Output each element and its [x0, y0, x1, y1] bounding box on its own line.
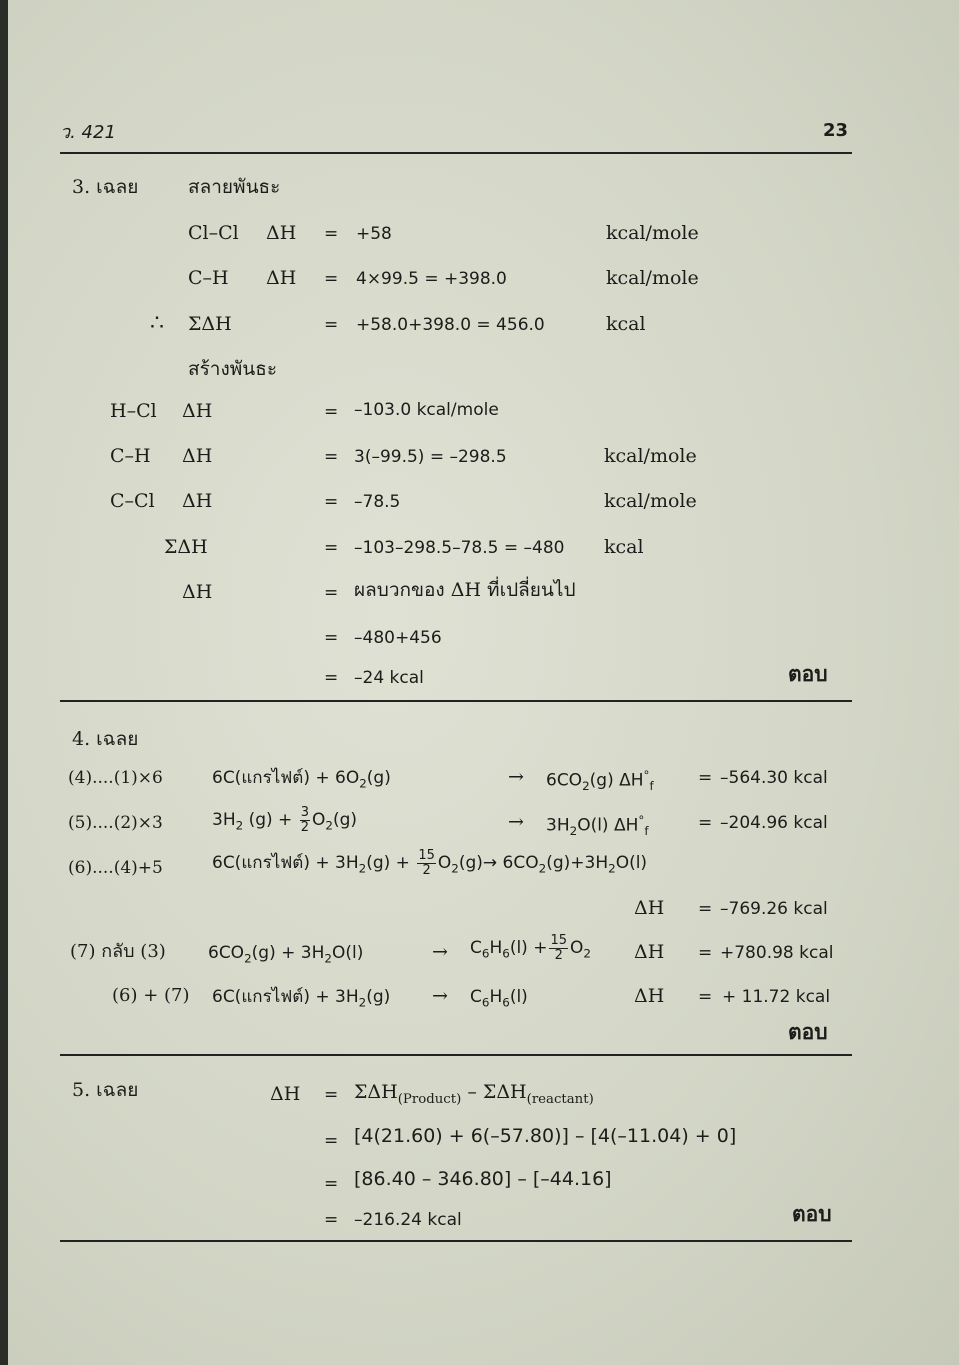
- q5-l1-dh: ΔH: [270, 1083, 301, 1105]
- q4-l3-lhs1: 6C(แกรไฟต์) + 3H: [212, 853, 359, 874]
- q4-l1-rhs: $6CO_2(g)$ $\Delta H^\circ_f$: [546, 768, 654, 794]
- header-course-code: ว. 421: [60, 122, 116, 143]
- q3-r2-val: 4×99.5 = +398.0: [356, 269, 507, 289]
- q4-l3-lhs3: O: [437, 853, 452, 874]
- q3-r5-val: 3(–99.5) = –298.5: [354, 447, 507, 467]
- q4-l2-lhs3: O: [312, 810, 326, 831]
- q3-answer: ตอบ: [788, 662, 828, 686]
- q4-l1-tag: (4)....(1)×6: [68, 768, 163, 788]
- q4-l4-eq: =: [698, 943, 713, 963]
- q5-l1-bsub: (reactant): [526, 1091, 594, 1107]
- q4-l3-rhs1: 6CO: [502, 853, 539, 874]
- q3-r3-sum: ΣΔH: [188, 313, 232, 335]
- q4-l4-tag: (7) กลับ (3): [70, 941, 166, 962]
- q4-l2-lhs4: (g): [332, 810, 358, 831]
- q4-l4-frac: [549, 934, 568, 962]
- q3-r3-unit: kcal: [606, 313, 646, 335]
- q3-r5-dh: ΔH: [182, 445, 213, 467]
- q5-l4-val: –216.24 kcal: [354, 1210, 462, 1230]
- q3-rule: [60, 700, 852, 702]
- q3-r1-val: +58: [356, 224, 392, 244]
- q3-r6-dh: ΔH: [182, 490, 213, 512]
- q5-l3-eq: =: [324, 1174, 339, 1194]
- q3-break-title: สลายพันธะ: [188, 176, 281, 198]
- q4-l3-frac: [417, 849, 436, 877]
- q4-l5-eq: =: [698, 987, 713, 1007]
- q4-l3b-dh: ΔH: [634, 897, 665, 919]
- q3-r5-unit: kcal/mole: [604, 445, 697, 467]
- q4-l4-lhs2: (g) + 3H: [251, 943, 325, 963]
- q4-l4-dh: ΔH: [634, 941, 665, 963]
- q3-r10-eq: =: [324, 668, 339, 688]
- q4-l4-frac-num: 15: [550, 933, 568, 948]
- q3-r5-eq: =: [324, 447, 339, 467]
- q4-l5-dh: ΔH: [634, 985, 665, 1007]
- q3-r1-dh: ΔH: [266, 222, 297, 244]
- q3-r6-unit: kcal/mole: [604, 490, 697, 512]
- q4-l2-eq: =: [698, 813, 713, 833]
- q4-l2-frac: [300, 806, 310, 834]
- page: [8, 0, 959, 1365]
- q4-l4-rhs1: C: [470, 938, 482, 959]
- q4-l4-frac-den: 2: [554, 947, 563, 963]
- q4-l4-lhs: $6CO_2(g) + 3H_2O(l)$: [208, 943, 364, 966]
- q4-l2-frac-num: 3: [300, 805, 309, 820]
- q3-r2-unit: kcal/mole: [606, 267, 699, 289]
- q4-l2-rhs2: O(l) ΔH: [577, 815, 639, 836]
- q4-l3-lhs4: (g): [458, 853, 483, 874]
- q3-r2-dh: ΔH: [266, 267, 297, 289]
- q3-r4-bond: H–Cl: [110, 400, 157, 422]
- q4-l2-tag: (5)....(2)×3: [68, 813, 163, 833]
- q4-l5-rhs1: C: [470, 987, 482, 1007]
- q4-l1-lhs: 6C(แกรไฟต์) + $6O_2(g)$: [212, 768, 391, 791]
- q3-r4-val: –103.0 kcal/mole: [354, 400, 499, 420]
- q3-r8-dh: ΔH: [182, 581, 213, 603]
- q4-l2-val: –204.96 kcal: [720, 813, 828, 833]
- q4-answer: ตอบ: [788, 1020, 828, 1044]
- q4-l5-arrow: →: [432, 985, 448, 1007]
- q3-r6-val: –78.5: [354, 492, 401, 512]
- q3-r4-eq: =: [324, 402, 339, 422]
- q3-r7-sum: ΣΔH: [164, 536, 208, 558]
- q4-l5-lhs2: (g): [366, 987, 391, 1007]
- q5-l2-val: [4(21.60) + 6(–57.80)] – [4(–11.04) + 0]: [354, 1125, 737, 1147]
- q4-l4-rhs2: H: [489, 938, 503, 959]
- q5-l1-asub: (Product): [397, 1091, 462, 1107]
- q4-l3b-val: –769.26 kcal: [720, 899, 828, 919]
- q4-l2-frac-den: 2: [300, 819, 309, 835]
- q4-l2-lhs1: 3H: [212, 810, 236, 831]
- q5-l1-a: ΣΔH: [354, 1081, 398, 1103]
- q4-l3-lhs: 6C(แกรไฟต์) + $3H_2(g)$ + $\frac{15}{2}$ $O_2(g)\to 6CO_2(g)+3H_2O(l)$: [212, 848, 648, 878]
- q4-l3b-eq: =: [698, 899, 713, 919]
- q4-l4-rhs: $C_6H_6(l)$ + $\frac{15}{2}$ $O_2$: [470, 933, 591, 963]
- q5-rule: [60, 1240, 852, 1242]
- q5-l1-eq: =: [324, 1085, 339, 1105]
- q3-r9-val: –480+456: [354, 628, 442, 648]
- q4-l1-lhs2: (g): [366, 768, 391, 788]
- q4-l2-rhs1: 3H: [546, 815, 570, 836]
- header-rule: [60, 152, 852, 154]
- q4-l4-rhs3: (l) +: [509, 938, 548, 959]
- q3-r7-eq: =: [324, 538, 339, 558]
- q3-r8-val: ผลบวกของ ΔH ที่เปลี่ยนไป: [354, 579, 576, 601]
- q3-r2-eq: =: [324, 269, 339, 289]
- q5-l1-expr: [354, 1083, 594, 1106]
- page-number: 23: [823, 120, 849, 141]
- q3-form-title: สร้างพันธะ: [188, 358, 278, 380]
- q5-l1-minus: –: [467, 1081, 477, 1103]
- q4-l1-eq: =: [698, 768, 713, 788]
- q4-l3-rhs3: O(l): [615, 853, 648, 874]
- q4-rule: [60, 1054, 852, 1056]
- q3-r8-eq: =: [324, 583, 339, 603]
- q3-r3-eq: =: [324, 315, 339, 335]
- q4-l5-rhs2: H: [489, 987, 503, 1007]
- q3-r5-bond: C–H: [110, 445, 151, 467]
- q4-l1-lhs1: 6C(แกรไฟต์) + 6O: [212, 768, 360, 788]
- q3-r1-eq: =: [324, 224, 339, 244]
- q3-r9-eq: =: [324, 628, 339, 648]
- q4-l3-frac-num: 15: [418, 848, 435, 863]
- q3-therefore: ∴: [150, 311, 164, 336]
- q4-l3-arrow: →: [482, 853, 498, 874]
- q4-l1-arrow: →: [508, 766, 524, 788]
- q4-l2-rhs: $3H_2O(l)$ $\Delta H^\circ_f$: [546, 813, 649, 839]
- q3-r6-eq: =: [324, 492, 339, 512]
- q5-l1-b: ΣΔH: [482, 1081, 527, 1103]
- q4-l5-tag: (6) + (7): [112, 985, 190, 1006]
- q4-l1-rhs2: (g) ΔH: [589, 770, 644, 791]
- q3-r1-bond: Cl–Cl: [188, 222, 239, 244]
- q3-r2-bond: C–H: [188, 267, 229, 289]
- q4-l2-arrow: →: [508, 811, 524, 833]
- q4-l5-rhs3: (l): [509, 987, 528, 1007]
- q3-r7-val: –103–298.5–78.5 = –480: [354, 538, 565, 558]
- q4-l1-rhs1: 6CO: [546, 770, 583, 791]
- q4-number: 4. เฉลย: [72, 728, 139, 750]
- q4-l5-val: + 11.72 kcal: [722, 987, 831, 1007]
- q5-l2-eq: =: [324, 1131, 339, 1151]
- q4-l1-val: –564.30 kcal: [720, 768, 828, 788]
- q4-l4-arrow: →: [432, 941, 448, 963]
- q4-l3-frac-den: 2: [422, 862, 431, 878]
- q3-r10-val: –24 kcal: [354, 668, 424, 688]
- q3-number: 3. เฉลย: [72, 176, 139, 198]
- q4-l1-rhs3: f: [649, 779, 654, 794]
- q3-r3-val: +58.0+398.0 = 456.0: [356, 315, 545, 335]
- q5-l3-val: [86.40 – 346.80] – [–44.16]: [354, 1168, 612, 1190]
- q5-l4-eq: =: [324, 1210, 339, 1230]
- q4-l4-val: +780.98 kcal: [720, 943, 834, 963]
- q3-r4-dh: ΔH: [182, 400, 213, 422]
- q4-l5-lhs: 6C(แกรไฟต์) + $3H_2(g)$: [212, 987, 391, 1010]
- q3-r6-bond: C–Cl: [110, 490, 155, 512]
- q3-r7-unit: kcal: [604, 536, 644, 558]
- q4-l5-rhs: $C_6H_6(l)$: [470, 987, 528, 1010]
- q4-l3-tag: (6)....(4)+5: [68, 858, 163, 878]
- q4-l3-rhs2: (g)+3H: [546, 853, 609, 874]
- q4-l3-lhs2: (g) +: [366, 853, 410, 874]
- q4-l4-lhs3: O(l): [331, 943, 364, 963]
- q4-l2-lhs: $3H_2$ (g) + $\frac{3}{2}$ $O_2(g)$: [212, 805, 358, 835]
- q5-answer: ตอบ: [792, 1202, 832, 1226]
- q4-l4-rhs4: O: [570, 938, 584, 959]
- q5-number: 5. เฉลย: [72, 1079, 139, 1101]
- q4-l2-lhs2: (g) +: [248, 810, 293, 831]
- q4-l5-lhs1: 6C(แกรไฟต์) + 3H: [212, 987, 359, 1007]
- q4-l2-rhs3: f: [644, 824, 649, 839]
- q3-r1-unit: kcal/mole: [606, 222, 699, 244]
- q4-l4-lhs1: 6CO: [208, 943, 245, 963]
